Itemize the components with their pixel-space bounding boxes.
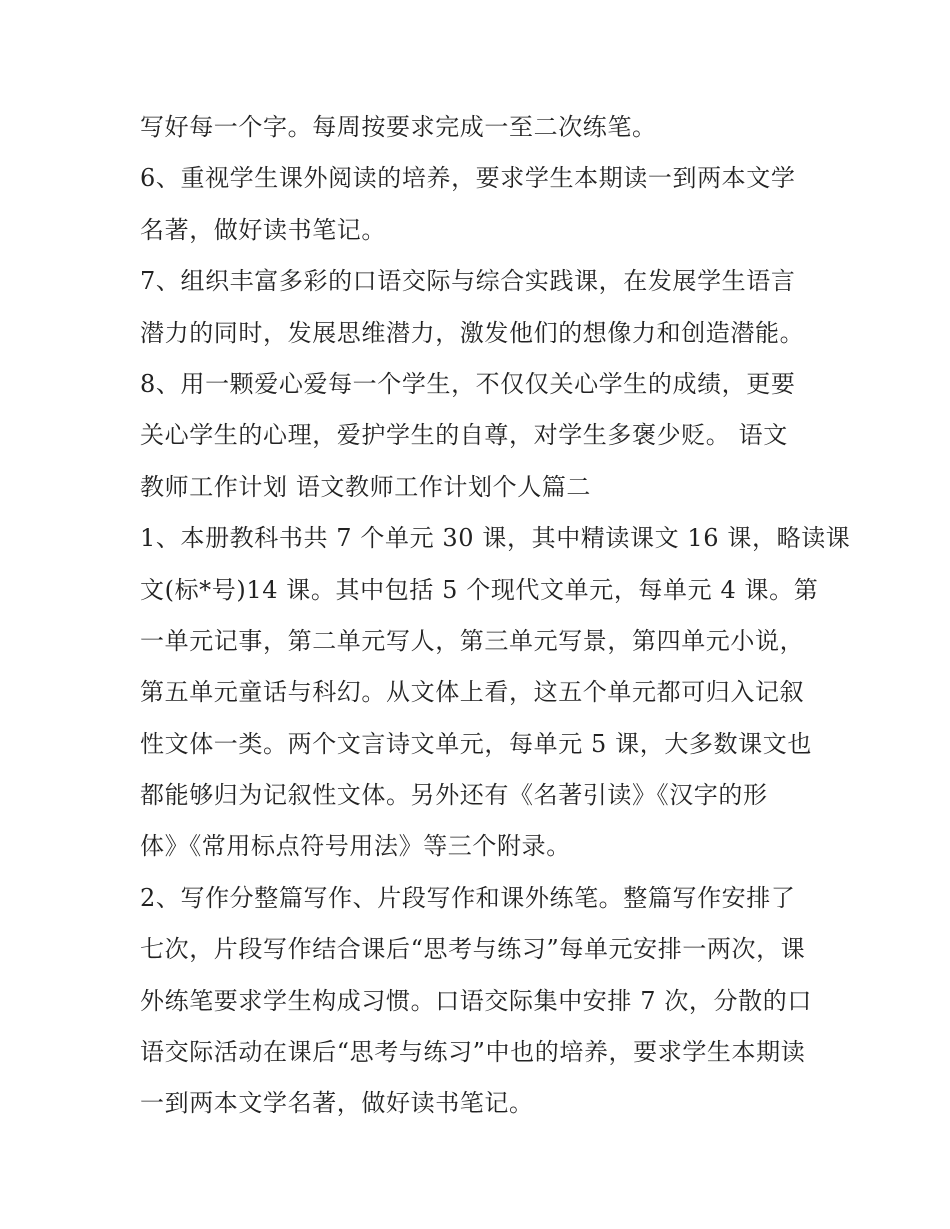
text-line: 教师工作计划 语文教师工作计划个人篇二 xyxy=(140,472,592,501)
text-line: 8、用一颗爱心爱每一个学生，不仅仅关心学生的成绩，更要 xyxy=(140,369,796,398)
text-line: 关心学生的心理，爱护学生的自尊，对学生多褒少贬。 语文 xyxy=(140,421,788,450)
text-line: 7、组织丰富多彩的口语交际与综合实践课，在发展学生语言 xyxy=(140,267,796,296)
text-line: 2、写作分整篇写作、片段写作和课外练笔。整篇写作安排了 xyxy=(140,883,796,912)
text-line: 语交际活动在课后“思考与练习”中也的培养，要求学生本期读 xyxy=(140,1038,806,1067)
text-line: 体》《常用标点符号用法》等三个附录。 xyxy=(140,832,571,861)
text-line: 一单元记事，第二单元写人，第三单元写景，第四单元小说， xyxy=(140,626,805,655)
text-line: 性文体一类。两个文言诗文单元，每单元 5 课，大多数课文也 xyxy=(140,729,812,758)
text-line: 文(标*号)14 课。其中包括 5 个现代文单元，每单元 4 课。第 xyxy=(140,575,819,604)
text-line: 潜力的同时，发展思维潜力，激发他们的想像力和创造潜能。 xyxy=(140,318,805,347)
text-line: 6、重视学生课外阅读的培养，要求学生本期读一到两本文学 xyxy=(140,164,796,193)
text-line: 外练笔要求学生构成习惯。口语交际集中安排 7 次，分散的口 xyxy=(140,986,812,1015)
text-line: 第五单元童话与科幻。从文体上看，这五个单元都可归入记叙 xyxy=(140,678,805,707)
document-body xyxy=(140,102,851,1130)
text-line: 一到两本文学名著，做好读书笔记。 xyxy=(140,1089,534,1118)
text-line: 写好每一个字。每周按要求完成一至二次练笔。 xyxy=(140,113,657,141)
text-line: 1、本册教科书共 7 个单元 30 课，其中精读课文 16 课，略读课 xyxy=(140,524,851,553)
text-line: 都能够归为记叙性文体。另外还有《名著引读》《汉字的形 xyxy=(140,781,768,810)
text-line: 七次，片段写作结合课后“思考与练习”每单元安排一两次，课 xyxy=(140,935,806,964)
text-line: 名著，做好读书笔记。 xyxy=(140,215,386,244)
